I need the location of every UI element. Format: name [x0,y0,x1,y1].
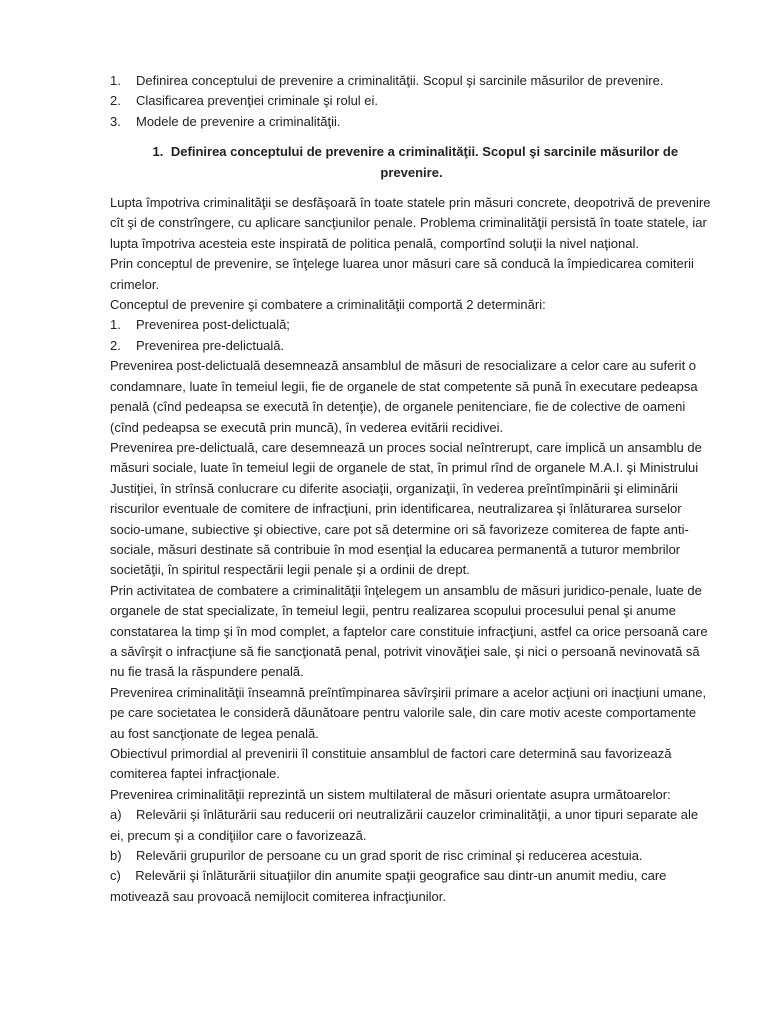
section-heading [110,142,713,183]
paragraph: Prin activitatea de combatere a criminalităţii înţelegem un ansamblu de măsuri juridico-penale, luate de organele de stat specializate, în temeiul legii, pentru realizarea scopului procesului penal şi anume constatarea la timp şi în mod complet, a faptelor care constituie infracţiuni, astfel ca orice persoană care a săvîrşit o infracţiune să fie sancţionată penal, potrivit vinovăţiei sale, şi nici o persoană nevinovată să nu fie trasă la răspundere penală. [110,582,708,680]
toc-item: 3. Modele de prevenire a criminalităţii. [110,113,341,129]
section-heading-line1: 1. Definirea conceptului de prevenire a criminalităţii. Scopul şi sarcinile măsurilor de [152,144,679,160]
paragraph: Obiectivul primordial al prevenirii îl constituie ansamblul de factori care determină sau favorizează comiterea faptei infracţionale. [110,746,672,782]
toc-item: 2. Clasificarea prevenţiei criminale şi rolul ei. [110,93,379,109]
list-item: 2. Prevenirea pre-delictuală. [110,337,285,353]
paragraph: Prevenirea criminalităţii înseamnă preîntîmpinarea săvîrşirii primare a acelor acţiuni ori inacţiuni umane, pe care societatea le consideră dăunătoare pentru valorile sale, din care motiv aceste comportamente au fost sancţionate de legea penală. [110,684,707,741]
paragraph: Prevenirea criminalităţii reprezintă un sistem multilateral de măsuri orientate asupra următoarelor: [110,786,671,802]
spacer [110,183,713,193]
paragraph: Lupta împotriva criminalităţii se desfăşoară în toate statele prin măsuri concrete, deopotrivă de prevenire cît şi de constrîngere, cu aplicare sancţiunilor penale. Problema criminalităţii persistă în toate statele, iar lupta împotriva acesteia este inspirată de politica penală, comportînd soluţii la nivel naţional. [110,195,711,251]
paragraph: Prevenirea pre-delictuală, care desemnează un proces social neîntrerupt, care implică un ansamblu de măsuri sociale, luate în temeiul legii de organele de stat, în primul rînd de organele M.A.I. şi Ministrului Justiţiei, în strînsă conlucrare cu diferite asociaţii, organizaţii, în vederea preîntîmpinării şi eliminării riscurilor eventuale de comitere de infracţiuni, prin identificarea, neutralizarea şi înlăturarea surselor socio-umane, subiective şi obiective, care pot să determine ori să favorizeze comiterea de fapte anti-sociale, măsuri destinate să contribuie în mod esenţial la educarea permanentă a tuturor membrilor societăţii, în spiritul respectării legii penale şi a ordinii de drept. [110,439,702,578]
list-item: c) Relevării şi înlăturării situaţiilor din anumite spaţii geografice sau dintr-un anumit mediu, care motivează sau provoacă nemijlocit comiterea infracţiunilor. [110,868,667,904]
spacer [110,132,713,142]
paragraph: Conceptul de prevenire şi combatere a criminalităţii comportă 2 determinări: [110,297,546,313]
list-item: b) Relevării grupurilor de persoane cu un grad sporit de risc criminal şi reducerea acestuia. [110,848,643,864]
paragraph: Prin conceptul de prevenire, se înţelege luarea unor măsuri care să conducă la împiedicarea comiterii crimelor. [110,256,694,292]
section-heading-line2: prevenire. [380,164,443,180]
paragraph: Prevenirea post-delictuală desemnează ansamblul de măsuri de resocializare a celor care au suferit o condamnare, luate în temeiul legii, fie de organele de stat competente să pună în executare pedeapsa penală (cînd pedeapsa se execută în detenţie), de organele penitenciare, fie de colective de oameni (cînd pedeapsa se execută prin muncă), în vederea evitării recidivei. [110,358,698,435]
list-item: a) Relevării şi înlăturării sau reducerii ori neutralizării cauzelor criminalităţii, a unor tipuri separate ale ei, precum şi a condiţiilor care o favorizează. [110,807,699,843]
toc-item: 1. Definirea conceptului de prevenire a criminalităţii. Scopul şi sarcinile măsurilor de prevenire. [110,73,664,88]
list-item: 1. Prevenirea post-delictuală; [110,317,290,333]
table-of-contents [110,71,713,132]
